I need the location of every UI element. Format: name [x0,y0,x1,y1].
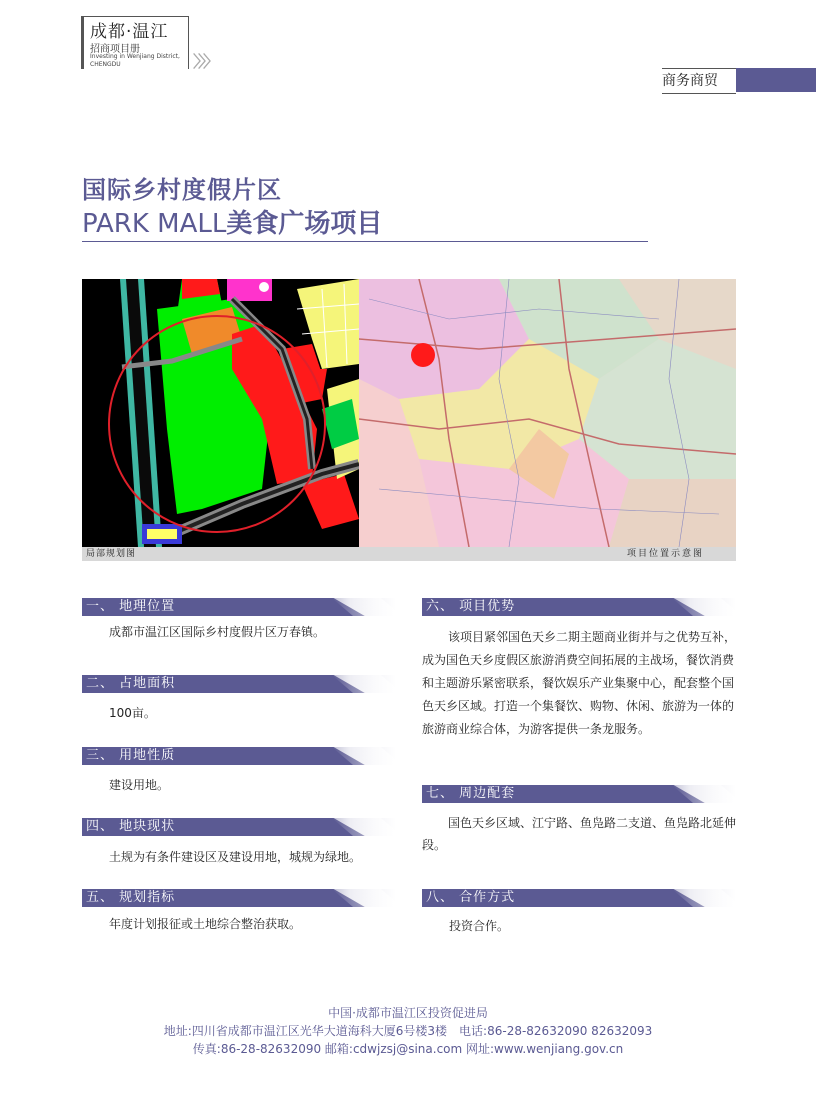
planning-map-graphic [82,279,359,547]
left-map-caption: 局部规划图 [86,549,137,559]
section-heading-cooperation [422,889,736,907]
section-heading-area [82,675,396,693]
heading-label: 二、 占地面积 [86,676,176,691]
heading-label: 一、 地理位置 [86,599,176,614]
heading-label: 八、 合作方式 [426,890,516,905]
section-heading-land-use [82,747,396,765]
section-tag: 商务商贸 [662,68,736,94]
project-location-map [359,279,736,547]
section-text-planning: 年度计划报征或土地综合整治获取。 [109,917,302,931]
section-heading-status [82,818,396,836]
title-divider [82,241,648,242]
location-map-graphic [359,279,736,547]
heading-label: 六、 项目优势 [426,599,516,614]
brand-subtitle: 招商项目册 [90,44,140,55]
section-heading-advantages [422,598,736,616]
section-text-advantages: 该项目紧邻国色天乡二期主题商业街并与之优势互补，成为国色天乡度假区旅游消费空间拓展的主战场，餐饮消费和主题游乐紧密联系，餐饮娱乐产业集聚中心，配套整个国色天乡区域。打造一个集餐饮、购物、休闲、旅游为一体的旅游商业综合体，为游客提供一条龙服务。 [422,630,737,736]
heading-label: 四、 地块现状 [86,819,176,834]
right-map-caption: 项目位置示意图 [626,549,704,559]
footer [0,1004,816,1058]
heading-label: 七、 周边配套 [426,786,516,801]
section-text-land-use: 建设用地。 [109,778,170,792]
chevron-right-icon: 〉〉〉 [193,52,217,71]
section-heading-location [82,598,396,616]
heading-label: 五、 规划指标 [86,890,176,905]
section-tag-bar [736,68,816,92]
footer-contact: 传真:86-28-82632090 邮箱:cdwjzsj@sina.com 网址:www.wenjiang.gov.cn [192,1042,624,1056]
title-chinese: 美食广场项目 [226,209,383,239]
footer-address: 地址:四川省成都市温江区光华大道海科大厦6号楼3楼 电话:86-28-82632090 82632093 [163,1024,653,1038]
heading-label: 三、 用地性质 [86,748,176,763]
section-text-surroundings: 国色天乡区域、江宁路、鱼凫路二支道、鱼凫路北延伸段。 [422,816,737,852]
page-title-line2 [82,203,382,240]
section-text-location: 成都市温江区国际乡村度假片区万春镇。 [109,625,326,639]
map-caption-bar [82,547,736,561]
page-title-line1: 国际乡村度假片区 [82,176,282,204]
section-text-cooperation: 投资合作。 [449,919,510,933]
section-text-area: 100亩。 [109,706,156,720]
section-text-status: 土规为有条件建设区及建设用地，城规为绿地。 [109,850,362,864]
footer-org: 中国·成都市温江区投资促进局 [328,1006,488,1020]
section-heading-planning [82,889,396,907]
brand-english: Investing in Wenjiang District, CHENGDU [90,53,180,68]
section-heading-surroundings [422,785,736,803]
brand-title: 成都·温江 [90,22,169,42]
title-latin: PARK MALL [82,209,227,239]
local-planning-map [82,279,359,547]
